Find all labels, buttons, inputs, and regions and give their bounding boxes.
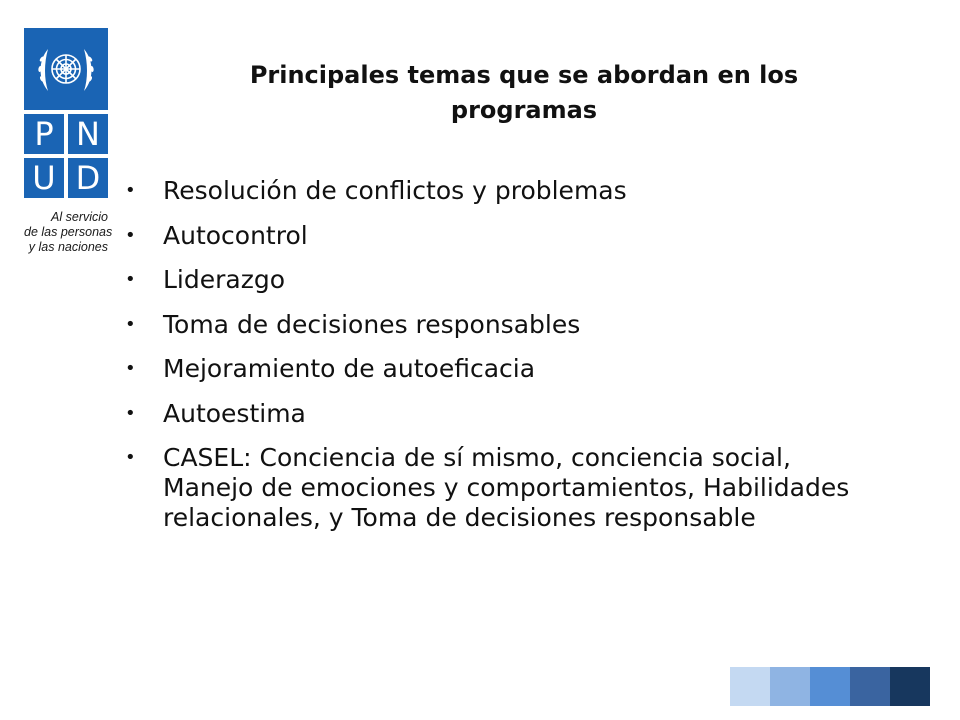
list-item-text: CASEL: Conciencia de sí mismo, conciencia social, Manejo de emociones y comportamientos, Habilidades relacionales, y Toma de decisiones responsable bbox=[163, 443, 850, 532]
un-emblem-icon bbox=[24, 28, 108, 110]
list-item-text: Toma de decisiones responsables bbox=[163, 309, 581, 339]
list-item bbox=[123, 399, 883, 429]
list-item bbox=[123, 354, 883, 384]
pnud-letter-grid bbox=[24, 114, 108, 198]
pnud-logo bbox=[24, 28, 113, 255]
color-swatch bbox=[810, 667, 850, 706]
list-item bbox=[123, 310, 883, 340]
bullet-icon: • bbox=[125, 402, 136, 424]
tagline-line: Al servicio bbox=[51, 210, 108, 224]
bullet-icon: • bbox=[125, 313, 136, 335]
list-item bbox=[123, 265, 883, 295]
logo-tagline bbox=[24, 210, 113, 255]
logo-letter-p: P bbox=[24, 114, 64, 154]
list-item-text: Mejoramiento de autoeficacia bbox=[163, 354, 536, 383]
list-item bbox=[123, 443, 883, 533]
tagline-line: y las naciones bbox=[28, 240, 108, 254]
topic-list bbox=[123, 176, 883, 548]
bullet-icon: • bbox=[125, 447, 136, 468]
bullet-icon: • bbox=[125, 224, 136, 246]
tagline-line: de las personas bbox=[24, 225, 113, 239]
list-item-text: Autocontrol bbox=[163, 220, 308, 250]
slide-title: Principales temas que se abordan en los programas bbox=[249, 61, 799, 124]
bullet-icon: • bbox=[125, 180, 136, 201]
logo-letter-d: D bbox=[68, 158, 108, 198]
logo-letter-u: U bbox=[24, 158, 64, 198]
bullet-icon: • bbox=[125, 269, 136, 290]
color-swatch bbox=[770, 667, 810, 706]
bullet-icon: • bbox=[125, 358, 136, 379]
logo-letter-n: N bbox=[68, 114, 108, 154]
list-item-text: Autoestima bbox=[163, 398, 306, 428]
list-item-text: Resolución de conflictos y problemas bbox=[163, 176, 627, 205]
list-item bbox=[123, 176, 883, 206]
color-swatch bbox=[730, 667, 770, 706]
list-item-text: Liderazgo bbox=[163, 265, 286, 294]
color-strip bbox=[730, 667, 930, 706]
color-swatch bbox=[850, 667, 890, 706]
color-swatch bbox=[890, 667, 930, 706]
list-item bbox=[123, 221, 883, 251]
